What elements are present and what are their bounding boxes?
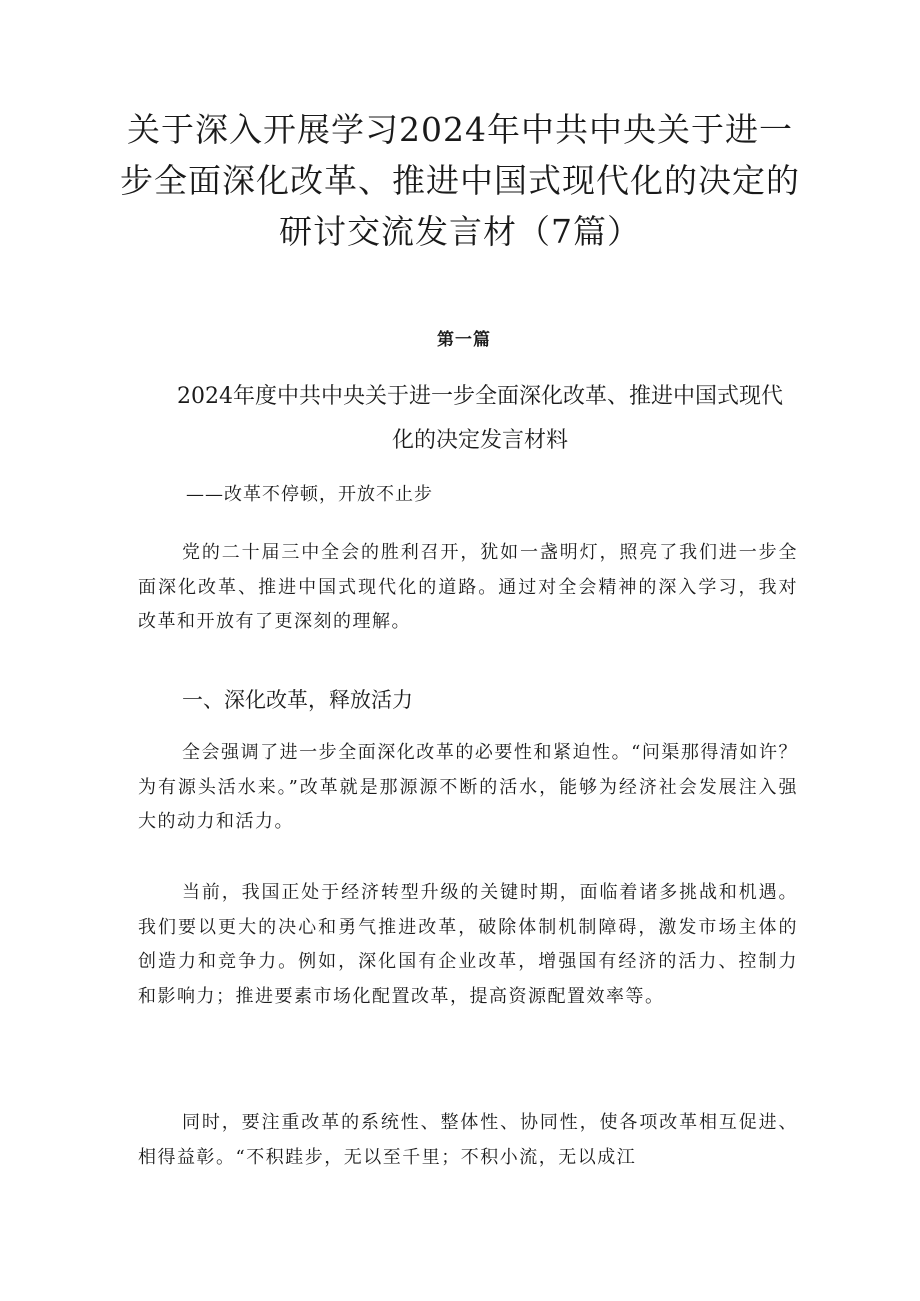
article-subtitle: 2024年度中共中央关于进一步全面深化改革、推进中国式现代化的决定发言材料: [177, 384, 783, 453]
paragraph-intro: 党的二十届三中全会的胜利召开，犹如一盏明灯，照亮了我们进一步全面深化改革、推进中国式现代化的道路。通过对全会精神的深入学习，我对改革和开放有了更深刻的理解。: [138, 542, 798, 632]
section-heading-1: 一、深化改革，释放活力: [182, 688, 413, 712]
document-title: 关于深入开展学习2024年中共中央关于进一步全面深化改革、推进中国式现代化的决定的研讨交流发言材（7篇）: [120, 110, 800, 251]
paragraph-3: 当前，我国正处于经济转型升级的关键时期，面临着诸多挑战和机遇。我们要以更大的决心和勇气推进改革，破除体制机制障碍，激发市场主体的创造力和竞争力。例如，深化国有企业改革，增强国有经济的活力、控制力和影响力；推进要素市场化配置改革，提高资源配置效率等。: [138, 882, 798, 1007]
paragraph-2: 全会强调了进一步全面深化改革的必要性和紧迫性。“问渠那得清如许？为有源头活水来。”改革就是那源源不断的活水，能够为经济社会发展注入强大的动力和活力。: [138, 742, 798, 832]
paragraph-4: 同时，要注重改革的系统性、整体性、协同性，使各项改革相互促进、相得益彰。“不积跬步，无以至千里；不积小流，无以成江: [138, 1112, 798, 1168]
section-label: 第一篇: [437, 330, 491, 350]
article-tagline: ——改革不停顿，开放不止步: [186, 484, 433, 505]
